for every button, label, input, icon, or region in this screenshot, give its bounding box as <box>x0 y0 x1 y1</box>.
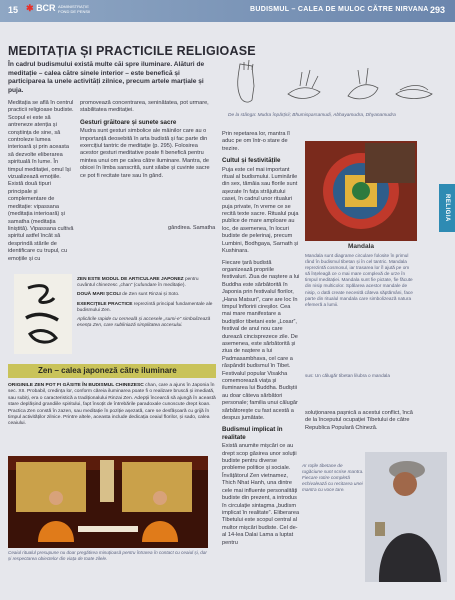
header-bar <box>0 0 455 22</box>
article-title: MEDITAȚIA ȘI PRACTICILE RELIGIOASE <box>8 44 256 58</box>
side-tab-religia: RELIGIA <box>439 184 455 232</box>
page-number-right: 293 <box>429 5 445 15</box>
mandala-title: Mandala <box>347 243 374 250</box>
col1-paragraph: Meditația se află în centrul practicii religioase budiste. Scopul ei este să antreneze atenția și conștiința de sine, să controleze lumea interioară și prin aceasta să dezvolte eliberarea spirituală în lume. În timpul meditației, omul își vizualizează emoțiile. Există două tipuri principale și complementare de meditație: vipassana (meditația interioară) și samatha (meditația liniștită). Vipassana cultivă spiritul astfel încât să desprindă stările de identificare cu trupul, cu emoțiile și cu <box>8 100 74 262</box>
term-item: Aplicările rapide cu cerneală și accesele „sumi-e” simbolizează esența Zen, care subliniază simplitatea accesului. <box>77 317 211 329</box>
column-1-tail <box>168 225 216 236</box>
col2-paragraph-1: promovează concentrarea, seninătatea, pot urmare, stabilitatea meditației. <box>80 100 209 114</box>
prayer-wheel-woman-photo <box>365 452 447 582</box>
column-1 <box>8 100 74 267</box>
page-number-left: 15 <box>8 5 19 15</box>
mandala-note: sus: Un călugăr tibetan lilubra o mandala <box>305 373 390 378</box>
section-title: BUDISMUL – CALEA DE MULOC CĂTRE NIRVANA <box>250 6 429 13</box>
col3-heading-2: Budismul implicat în realitate <box>222 426 283 441</box>
hands-caption: De la stânga: Mudra înpărțirii; Bhumisparsamudi, Abhayamudra, Dhyanamudra <box>228 113 396 118</box>
col3-heading: Cultul și festivitățile <box>222 157 281 165</box>
column-2 <box>80 100 217 184</box>
mudra-hands-illustration <box>228 56 440 112</box>
mandala-photo <box>305 141 417 241</box>
tea-ceremony-photo <box>8 456 208 548</box>
logo-subtitle: ADMINISTRAȚIE FOND DE PENSII <box>58 4 91 14</box>
col2-paragraph-2: Mudra sunt gesturi simbolice ale mâinilor care au o importanță deosebită în arta budistă și fac parte din exercițiul tantric de meditație (p. 295). Folosirea acestor gesturi meditative poate fi benefică pentru mintea unui om pe calea către iluminare. Mantra, de obicei în limba sanscrită, sunt silabe și cuvinte sacre ce pot fi recitate tare sau în gând. <box>80 128 210 179</box>
zen-terms-box <box>77 277 217 332</box>
term-item: ZEN ESTE MODUL DE ARTICULARE JAPONEZ pentru cuvântul chinezesc „chan” (cufundare în meditație). <box>77 277 199 289</box>
col2-heading: Gesturi grăitoare și sunete sacre <box>80 118 177 126</box>
mandala-text: Mandala sunt diagrame circulare folosite în primul rând în budismul tibetan și în cel tantric. Mandala reprezintă cosmosul, iar trasarea lor îl ajută pe om să înțeleagă ce o mai mare complexă de urze în timpul meditației. Mandala sunt fie pictate, fie făcute din nisip multicolor. Spălarea acestor mandale de nisip, o dată create necesită câteva săptămâni, face parte din ritualul mandala care simbolizează natura efemeră a lumii. <box>305 253 413 307</box>
term-item: DOUĂ MARI ȘCOLI de Zen sunt Rinzai și Soto. <box>77 292 180 298</box>
col3-paragraph-2: Fiecare țară budistă organizează propriile festivaluri. Ziua de naștere a lui Buddha este sărbătorită în Japonia prin festivalul florilor, „Hana Matsuri”, care are loc în timpul înfloririi cireșilor. Cea mai mare manifestare a budiștilor tibetani este „Losar”, festival de anul nou care durează cincisprezece zile. De asemenea, este sărbătorită și ziua de naștere a lui Padmasambhava, cel care a răspândit budismul în Tibet. Festivalul popular Visakha comemorează viața și iluminarea lui Buddha. Budiștii au doar câteva sărbători personale; familia unui călugăr sărbătorește cu fast acestă a despus jumătate. <box>222 259 300 422</box>
col4-paragraph: soluționarea pașnică a acestui conflict, încă de la începutul ocupației Tibetului de către Republica Populară Chineză. <box>305 410 413 431</box>
col3-paragraph-1: Puja este cel mai important ritual al budismului. Luminările din sex, tămâia sau florile sunt așezate în fața străjuitului casei, în cadrul unor ritualuri puja private, în vreme ce se recită texte sacre. Ritualul puja publice de mare amploare au loc, de asemenea, în locuri budiste de pelerinaj, precum Lumbini, Bodhgaya, Sarnath și Kushinara. <box>222 166 299 255</box>
bcr-logo: ✱ BCR <box>26 3 56 13</box>
article-lead: În cadrul budismului există multe căi spre iluminare. Alături de meditație – calea către sinele interior – este benefică și participarea la unele activități zilnice, precum artele marțiale și puja. <box>8 61 205 94</box>
col3-paragraph-3: Există anumite mișcări ce au drept scop găsirea unor soluții budiste pentru diverse probleme politice și sociale. Învățătorul Zen vietnamez, Thich Nhat Hanh, una dintre cele mai influente personalități budiste din prezent, a introdus în circulație sintagma „budism implicat în realitate”. Eliberarea Tibetului este scopul central al multor mișcări budiste. Cel de-al 14-lea Dalai Lama a luptat pentru <box>222 443 300 546</box>
col3-paragraph-0: Prin repetarea lor, mantra îl aduc pe om într-o stare de trezire. <box>222 131 290 152</box>
zen-section-text: ORIGINILE ZEN POT FI GĂSITE ÎN BUDISMUL CHINEZESC chan, care a ajuns în Japonia în sec. XII. Probabil, credința lor, conform căreia iluminarea poate fi o realizare bruscă și imediată, sau subiți, era o caracteristică a tradiționalului Rinzai Zen. Adepții încearcă să ajungă în această stare deplășind grandiile spiritului, fapt însoțit de întrebările paradoxale cunoscute drept koan. Practica Zen constă în zazen, sau meditație în poziție așezată, care se desfășoară cu grijă în timpul activităților zilnice. Printre altele, aceasta include dedicația ceaiul florilor, și sado, calea ceaiului. <box>8 383 216 427</box>
logo-text: BCR <box>36 3 56 13</box>
monks-caption: Ceaiul ritualul presupune nu doar pregătirea minuțioasă pentru întrarea în contact cu ceaiul și, dar și respectarea obiectelor din viața de toate zilele. <box>8 550 207 561</box>
col1-tail: gândirea. Samatha <box>168 225 216 231</box>
column-3 <box>222 131 300 551</box>
zen-section-heading: Zen – calea japoneză către iluminare <box>8 364 216 378</box>
term-item: EXERCIȚIILE PRACTICE reprezintă principal fundamentale ale budismului Zen. <box>77 301 213 313</box>
column-4 <box>305 410 417 436</box>
woman-caption: Ar roțile tibetane de rugăciune sunt scrise mantra. Fiecare rotire completă echivalează cu recitarea unei mantra cu voce tare. <box>302 463 364 493</box>
zen-calligraphy-image <box>14 274 72 354</box>
